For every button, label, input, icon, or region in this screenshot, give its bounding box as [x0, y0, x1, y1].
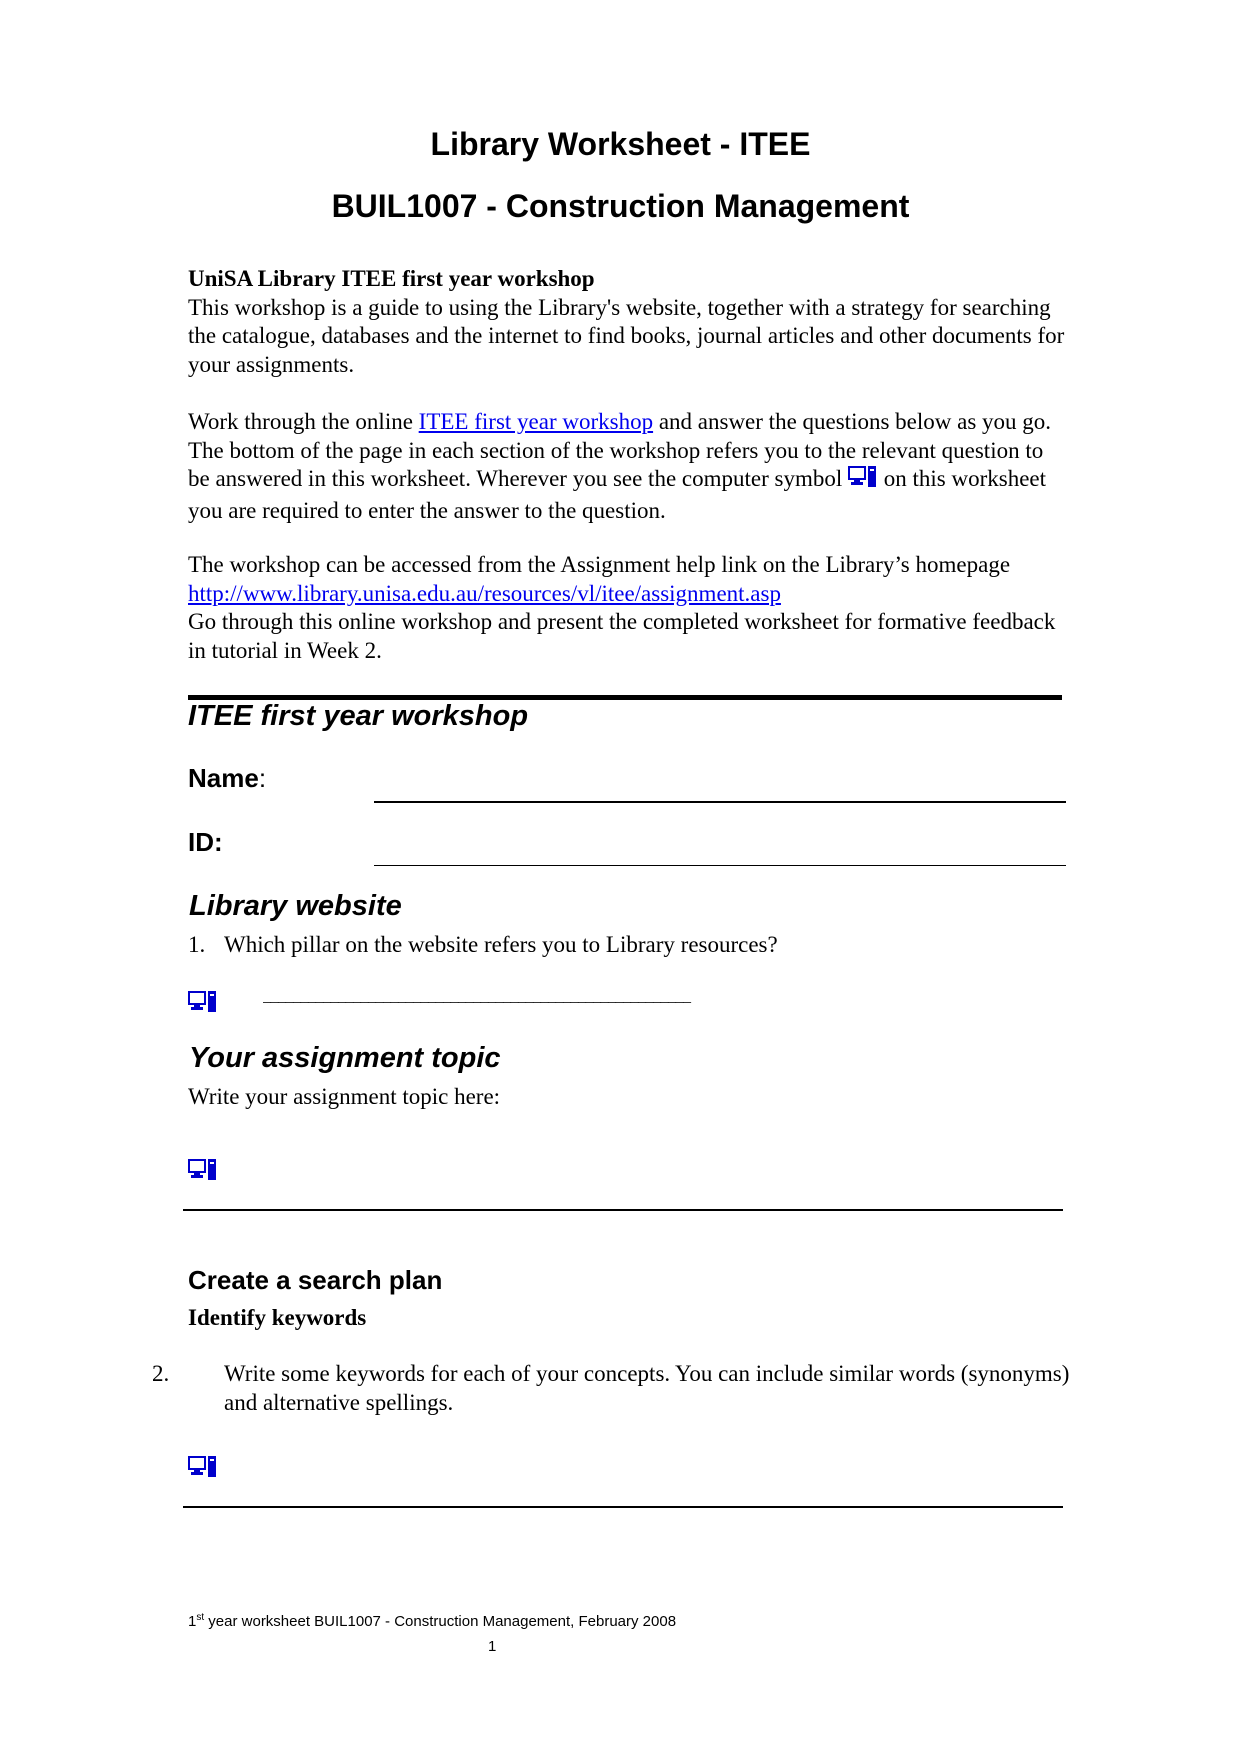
question-number: 1.	[188, 932, 206, 957]
page-number: 1	[488, 1638, 497, 1655]
assignment-help-link[interactable]: http://www.library.unisa.edu.au/resources/vl/itee/assignment.asp	[188, 580, 781, 606]
search-plan-subheading: Identify keywords	[188, 1305, 367, 1330]
instructions-text: on this worksheet you are required to enter the answer to the question.	[188, 466, 1047, 523]
instructions-text: Go through this online workshop and present the completed worksheet for formative feedback in tutorial in Week 2.	[188, 609, 1056, 663]
document-title: Library Worksheet - ITEE	[430, 126, 811, 162]
intro-paragraph: This workshop is a guide to using the Library's website, together with a strategy for searching the catalogue, databases and the internet to find books, journal articles and other documents for your assignments.	[188, 294, 1065, 377]
name-field[interactable]	[374, 801, 1066, 803]
question-1	[188, 931, 1068, 960]
computer-icon	[188, 1158, 218, 1187]
workshop-link[interactable]: ITEE first year workshop	[418, 409, 654, 434]
search-plan-answer-line[interactable]	[183, 1506, 1063, 1508]
instructions-text: The workshop can be accessed from the Assignment help link on the Library’s homepage	[188, 552, 1011, 577]
instructions-paragraph-1	[188, 408, 1068, 525]
assignment-topic-answer-line[interactable]	[183, 1209, 1063, 1211]
assignment-topic-heading: Your assignment topic	[189, 1042, 501, 1074]
id-field[interactable]	[374, 865, 1066, 866]
search-plan-heading: Create a search plan	[188, 1265, 443, 1295]
question-text: Write some keywords for each of your concepts. You can include similar words (synonyms) and alternative spellings.	[224, 1361, 1070, 1415]
computer-icon	[188, 1455, 218, 1484]
assignment-topic-prompt: Write your assignment topic here:	[188, 1084, 501, 1109]
library-website-heading: Library website	[189, 890, 402, 922]
instructions-paragraph-2	[188, 551, 1068, 665]
question-1-answer-blank[interactable]: _________________________________________________________	[263, 988, 691, 1005]
question-text: Which pillar on the website refers you to Library resources?	[224, 932, 778, 957]
computer-icon	[848, 465, 878, 497]
name-label: Name:	[188, 763, 267, 793]
question-2	[152, 1360, 1084, 1417]
intro-heading: UniSA Library ITEE first year workshop	[188, 266, 595, 291]
page-footer: 1st year worksheet BUIL1007 - Construction Management, February 2008	[188, 1612, 677, 1630]
intro-block	[188, 265, 1068, 379]
computer-icon	[188, 990, 218, 1019]
id-label: ID:	[188, 827, 223, 857]
instructions-text: Work through the online	[188, 409, 419, 434]
question-number: 2.	[152, 1361, 170, 1386]
document-subtitle: BUIL1007 - Construction Management	[331, 188, 910, 224]
workshop-heading: ITEE first year workshop	[188, 700, 529, 732]
instructions-text: and answer the questions below as you go. The bottom of the page in each section of the workshop refers you to the relevant question to be answered in this worksheet. Wherever you see the computer symbol	[188, 409, 1052, 491]
